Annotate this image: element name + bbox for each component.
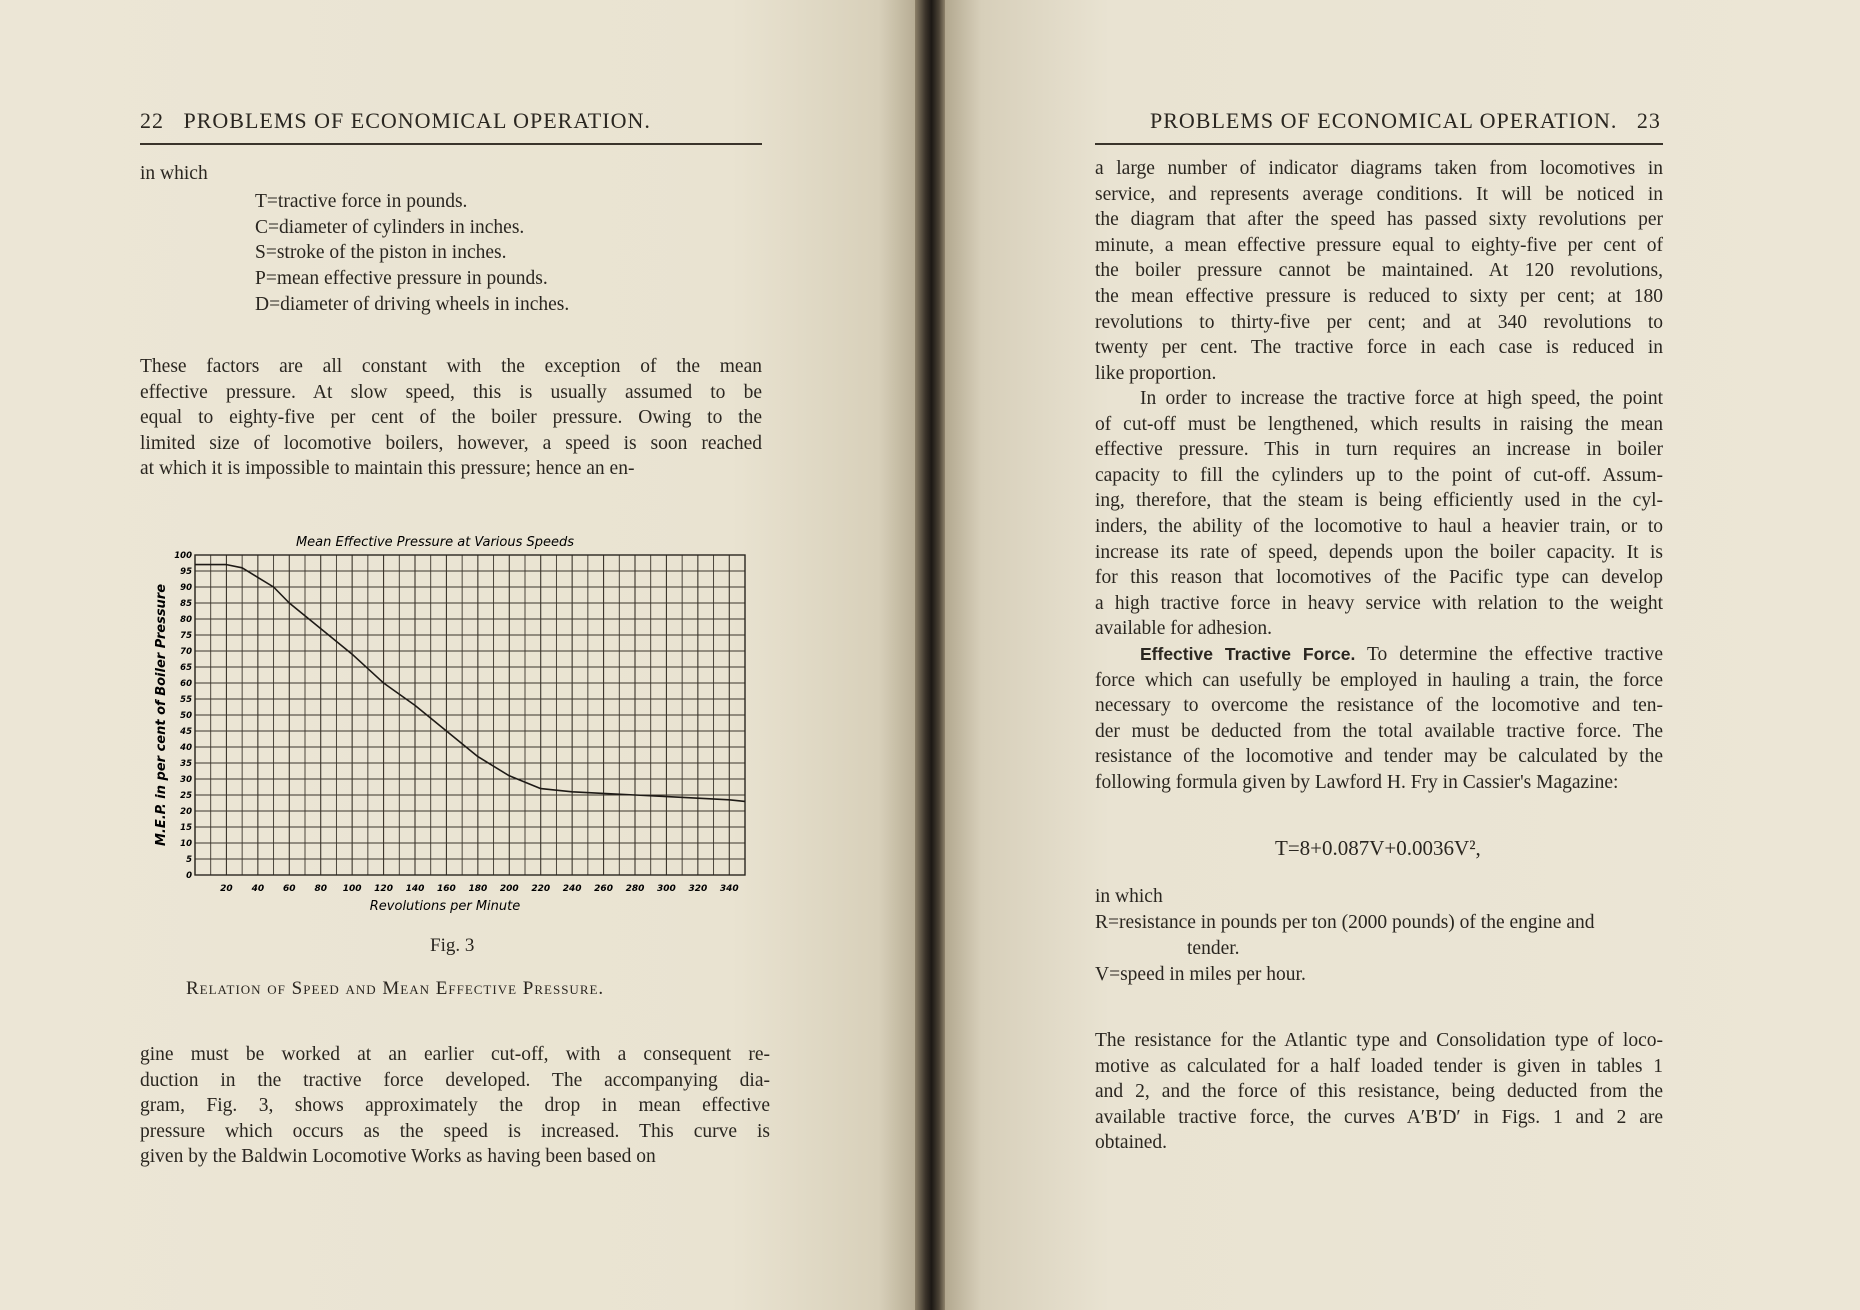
- x-tick-label: 120: [374, 884, 393, 894]
- paragraph-1-left: [140, 354, 762, 482]
- paragraph-1-right-line: the boiler pressure cannot be maintained. At 120 revolutions,: [1095, 260, 1663, 282]
- paragraph-2-right: [1095, 386, 1663, 642]
- x-tick-label: 20: [220, 884, 233, 894]
- paragraph-1-right: [1095, 156, 1663, 386]
- paragraph-2-left-line: gine must be worked at an earlier cut-off, with a consequent re-: [140, 1044, 770, 1065]
- x-tick-label: 200: [499, 884, 519, 894]
- paragraph-1-left-line: effective pressure. At slow speed, this is usually assumed to be: [140, 381, 762, 403]
- paragraph-2-right-line: In order to increase the tractive force at high speed, the point: [1140, 388, 1663, 409]
- paragraph-2-right-line: inders, the ability of the locomotive to haul a heavier train, or to: [1095, 515, 1663, 537]
- paragraph-2-right-line: increase its rate of speed, depends upon the boiler capacity. It is: [1095, 541, 1663, 563]
- running-head-title-left: PROBLEMS OF ECONOMICAL OPERATION.: [183, 108, 651, 133]
- paragraph-1-right-line: revolutions to thirty-five per cent; and at 340 revolutions to: [1095, 311, 1663, 333]
- y-tick-label: 90: [180, 583, 192, 593]
- paragraph-1-left-line: These factors are all constant with the exception of the mean: [140, 356, 762, 377]
- paragraph-1-left-line: equal to eighty-five per cent of the boiler pressure. Owing to the: [140, 407, 762, 429]
- y-axis-label: M.E.P. in per cent of Boiler Pressure: [154, 583, 169, 847]
- paragraph-4-right-line: The resistance for the Atlantic type and Consolidation type of loco-: [1095, 1030, 1663, 1051]
- paragraph-2-left-line: given by the Baldwin Locomotive Works as having been based on: [140, 1146, 656, 1168]
- paragraph-1-right-line: minute, a mean effective pressure equal to eighty-five per cent of: [1095, 234, 1663, 256]
- paragraph-1-right-line: the mean effective pressure is reduced to sixty per cent; at 180: [1095, 285, 1663, 307]
- x-tick-label: 40: [251, 884, 265, 894]
- running-head-right: [1150, 108, 1661, 134]
- figure-caption: Relation of Speed and Mean Effective Pressure.: [186, 978, 605, 999]
- y-tick-label: 35: [180, 759, 192, 769]
- y-tick-label: 45: [180, 727, 192, 737]
- paragraph-2-right-line: for this reason that locomotives of the Pacific type can develop: [1095, 567, 1663, 589]
- y-tick-label: 50: [180, 711, 192, 721]
- x-tick-label: 160: [437, 884, 456, 894]
- paragraph-2-left-line: duction in the tractive force developed. The accompanying dia-: [140, 1069, 770, 1091]
- y-tick-label: 0: [186, 871, 192, 881]
- paragraph-2-left: [140, 1042, 770, 1170]
- paragraph-1-right-line: twenty per cent. The tractive force in each case is reduced in: [1095, 337, 1663, 359]
- where-intro: in which: [1095, 886, 1163, 907]
- x-tick-label: 240: [562, 884, 582, 894]
- paragraph-1-left-line: limited size of locomotive boilers, however, a speed is soon reached: [140, 432, 762, 454]
- y-tick-label: 5: [186, 855, 192, 865]
- paragraph-1-right-line: the diagram that after the speed has passed sixty revolutions per: [1095, 209, 1663, 231]
- paragraph-1-right-line: service, and represents average conditions. It will be noticed in: [1095, 183, 1663, 205]
- x-tick-label: 60: [283, 884, 296, 894]
- x-tick-label: 340: [719, 884, 739, 894]
- where-r-definition: R=resistance in pounds per ton (2000 pounds) of the engine and: [1095, 912, 1595, 933]
- paragraph-2-left-line: pressure which occurs as the speed is increased. This curve is: [140, 1120, 770, 1142]
- x-tick-label: 140: [405, 884, 425, 894]
- where-v-definition: V=speed in miles per hour.: [1095, 964, 1306, 985]
- figure-label: Fig. 3: [430, 935, 475, 956]
- y-tick-label: 100: [174, 551, 192, 561]
- chart-svg: [140, 525, 760, 925]
- paragraph-3-right: [1095, 642, 1663, 796]
- definition-item: S=stroke of the piston in inches.: [255, 242, 507, 264]
- y-tick-label: 75: [180, 631, 192, 641]
- y-tick-label: 30: [180, 775, 192, 785]
- paragraph-2-right-line: of cut-off must be lengthened, which results in raising the mean: [1095, 413, 1663, 435]
- paragraph-3-first-line: Effective Tractive Force. To determine the effective tractive: [1140, 644, 1663, 665]
- y-tick-label: 55: [180, 695, 192, 705]
- definition-list: [255, 189, 569, 318]
- x-tick-label: 180: [468, 884, 488, 894]
- x-tick-label: 320: [688, 884, 708, 894]
- resistance-formula: T=8+0.087V+0.0036V²,: [1275, 836, 1481, 860]
- y-tick-label: 20: [180, 807, 192, 817]
- figure-3-chart: [140, 525, 760, 925]
- x-tick-label: 80: [314, 884, 327, 894]
- book-gutter: [915, 0, 945, 1310]
- page-number-left: 22: [140, 108, 164, 133]
- paragraph-2-right-line: capacity to fill the cylinders up to the point of cut-off. Assum-: [1095, 464, 1663, 486]
- paragraph-2-left-line: gram, Fig. 3, shows approximately the drop in mean effective: [140, 1095, 770, 1117]
- x-tick-label: 280: [625, 884, 645, 894]
- paragraph-2-right-line: available for adhesion.: [1095, 618, 1273, 640]
- head-rule-left: [140, 143, 762, 145]
- definition-item: T=tractive force in pounds.: [255, 191, 468, 212]
- y-tick-label: 15: [180, 823, 192, 833]
- paragraph-3-right-line: necessary to overcome the resistance of the locomotive and ten-: [1095, 695, 1663, 717]
- running-head-title-right: PROBLEMS OF ECONOMICAL OPERATION.: [1150, 108, 1618, 133]
- paragraph-3-right-line: following formula given by Lawford H. Fry in Cassier's Magazine:: [1095, 771, 1619, 793]
- paragraph-3-right-line: der must be deducted from the total available tractive force. The: [1095, 720, 1663, 742]
- left-page: [0, 0, 915, 1310]
- y-tick-label: 85: [180, 599, 192, 609]
- paragraph-2-right-line: effective pressure. This in turn requires an increase in boiler: [1095, 439, 1663, 461]
- y-tick-label: 65: [180, 663, 192, 673]
- paragraph-4-right-line: motive as calculated for a half loaded tender is given in tables 1: [1095, 1055, 1663, 1077]
- definition-item: C=diameter of cylinders in inches.: [255, 216, 525, 238]
- y-tick-label: 95: [180, 567, 192, 577]
- paragraph-4-right-line: obtained.: [1095, 1132, 1168, 1154]
- paragraph-2-right-line: a high tractive force in heavy service with relation to the weight: [1095, 592, 1663, 614]
- head-rule-right: [1095, 143, 1663, 145]
- x-tick-label: 300: [657, 884, 676, 894]
- paragraph-3-right-line: force which can usefully be employed in hauling a train, the force: [1095, 669, 1663, 691]
- y-tick-label: 40: [180, 743, 192, 753]
- definition-item: D=diameter of driving wheels in inches.: [255, 293, 570, 315]
- where-r-continuation: tender.: [1187, 938, 1240, 959]
- paragraph-2-right-line: ing, therefore, that the steam is being efficiently used in the cyl-: [1095, 490, 1663, 512]
- chart-title: Mean Effective Pressure at Various Speeds: [295, 535, 575, 550]
- paragraph-4-right: [1095, 1028, 1663, 1156]
- x-tick-label: 100: [342, 884, 362, 894]
- paragraph-3-right-line: resistance of the locomotive and tender may be calculated by the: [1095, 746, 1663, 768]
- paragraph-1-right-line: like proportion.: [1095, 362, 1217, 384]
- paragraph-4-right-line: available tractive force, the curves A′B′D′ in Figs. 1 and 2 are: [1095, 1106, 1663, 1128]
- section-heading: Effective Tractive Force.: [1140, 644, 1356, 664]
- paragraph-1-left-line: at which it is impossible to maintain this pressure; hence an en-: [140, 458, 635, 480]
- running-head-left: [140, 108, 651, 134]
- y-tick-label: 80: [180, 615, 192, 625]
- intro-text: in which: [140, 163, 208, 184]
- paragraph-4-right-line: and 2, and the force of this resistance, being deducted from the: [1095, 1081, 1663, 1103]
- x-axis-label: Revolutions per Minute: [369, 899, 521, 914]
- right-page: [945, 0, 1860, 1310]
- x-tick-label: 260: [594, 884, 613, 894]
- y-tick-label: 70: [180, 647, 192, 657]
- y-tick-label: 60: [180, 679, 192, 689]
- definition-item: P=mean effective pressure in pounds.: [255, 268, 548, 290]
- y-tick-label: 10: [180, 839, 192, 849]
- y-tick-label: 25: [180, 791, 192, 801]
- page-number-right: 23: [1636, 108, 1661, 133]
- x-tick-label: 220: [531, 884, 551, 894]
- paragraph-1-right-line: a large number of indicator diagrams taken from locomotives in: [1095, 158, 1663, 179]
